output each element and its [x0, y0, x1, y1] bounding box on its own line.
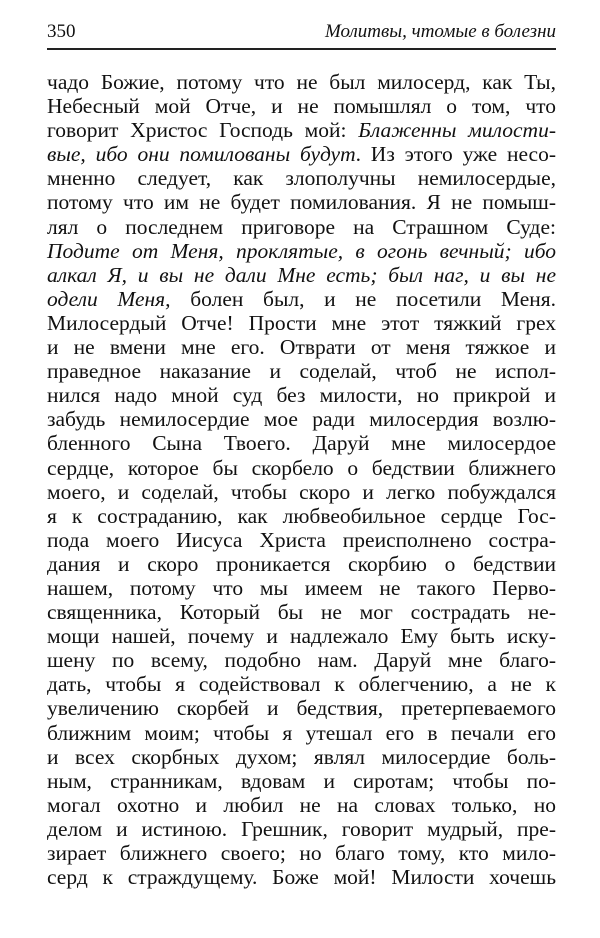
body-text-segment: чадо Божие, потому что не был милосерд, как Ты, [47, 70, 556, 94]
body-text-segment: ным, странникам, вдовам и сиротам; чтобы по- [47, 768, 556, 793]
text-line [47, 817, 556, 841]
body-text-segment: забудь немилосердие мое ради милосердия возлю- [47, 407, 556, 432]
text-line [47, 672, 556, 696]
text-line [47, 287, 556, 311]
text-line [47, 166, 556, 190]
body-text-segment: дать, чтобы я содействовал к облегчению, а не к [47, 672, 556, 697]
body-text-segment: увеличению скорбей и бедствия, претерпеваемого [47, 696, 556, 721]
text-line [47, 480, 556, 504]
text-line [47, 456, 556, 480]
italic-quote-text: Блаженны милости- [358, 118, 556, 143]
body-text-segment: серд к страждущему. Боже мой! Милости хочешь [47, 865, 556, 890]
text-line [47, 239, 556, 263]
body-text-segment: я к состраданию, как любвеобильное сердце Гос- [47, 503, 556, 528]
text-line [47, 721, 556, 745]
text-line [47, 311, 556, 335]
text-line [47, 383, 556, 407]
text-line [47, 600, 556, 624]
body-text-segment: и не вмени мне его. Отврати от меня тяжкое и [47, 335, 556, 360]
body-text-segment: дания и скоро проникается скорбию о бедствии [47, 551, 556, 576]
body-text-segment: . Из этого уже несо- [355, 142, 556, 167]
italic-quote-text: одели Меня, [47, 286, 171, 311]
body-text-segment: сердце, которое бы скорбело о бедствии ближнего [47, 455, 556, 480]
text-line [47, 576, 556, 600]
italic-quote-text: алкал Я, и вы не дали Мне есть; был наг, и вы не [47, 262, 556, 287]
text-line [47, 94, 556, 118]
text-line [47, 215, 556, 239]
text-line [47, 335, 556, 359]
text-line [47, 552, 556, 576]
text-line [47, 865, 556, 889]
body-text-segment: мощи нашей, почему и надлежало Ему быть иску- [47, 624, 556, 649]
text-line [47, 359, 556, 383]
body-text-segment: потому что им не будет помилования. Я не помыш- [47, 190, 556, 215]
text-line [47, 793, 556, 817]
body-text-segment: шену по всему, подобно нам. Даруй мне благо- [47, 648, 556, 673]
body-text-segment: пода моего Иисуса Христа преисполнено состра- [47, 527, 556, 552]
text-line [47, 648, 556, 672]
text-line [47, 769, 556, 793]
page-header [47, 20, 556, 44]
text-line [47, 190, 556, 214]
italic-quote-text: Подите от Меня, проклятые, в огонь вечный; ибо [47, 238, 556, 263]
body-text-segment: нился надо мной суд без милости, но прикрой и [47, 383, 556, 408]
text-line [47, 624, 556, 648]
text-line [47, 118, 556, 142]
body-text-segment: болен был, и не посетили Меня. [170, 286, 557, 311]
body-text-segment: бленного Сына Твоего. Даруй мне милосердое [47, 431, 556, 456]
text-line [47, 528, 556, 552]
text-line [47, 431, 556, 455]
text-line [47, 841, 556, 865]
body-text-segment: праведное наказание и соделай, чтоб не испол- [47, 359, 556, 384]
text-line [47, 504, 556, 528]
text-line [47, 70, 556, 94]
body-text-segment: говорит Христос Господь мой: [47, 118, 359, 143]
body-text-segment: нашем, потому что мы имеем не такого Перво- [47, 575, 556, 600]
header-rule [47, 48, 556, 50]
body-text [47, 70, 556, 889]
text-line [47, 407, 556, 431]
body-text-segment: ближним моим; чтобы я утешал его в печали его [47, 720, 556, 745]
body-text-segment: священника, Который бы не мог сострадать не- [47, 600, 556, 625]
page-number: 350 [47, 21, 76, 42]
body-text-segment: моего, и соделай, чтобы скоро и легко побуждался [47, 479, 556, 504]
body-text-segment: лял о последнем приговоре на Страшном Суде: [47, 214, 556, 239]
body-text-segment: могал охотно и любил не на словах только, но [47, 792, 556, 817]
text-line [47, 696, 556, 720]
running-title: Молитвы, чтомые в болезни [324, 21, 556, 42]
text-line [47, 263, 556, 287]
body-text-segment: Милосердый Отче! Прости мне этот тяжкий грех [47, 310, 556, 335]
body-text-segment: зирает ближнего своего; но благо тому, кто мило- [47, 841, 556, 865]
body-text-segment: и всех скорбных духом; являл милосердие боль- [47, 744, 556, 769]
italic-quote-text: вые, ибо они помилованы будут [47, 142, 356, 167]
body-text-segment: делом и истиною. Грешник, говорит мудрый, пре- [47, 816, 556, 841]
text-line [47, 142, 556, 166]
text-line [47, 745, 556, 769]
body-text-segment: мненно следует, как злополучны немилосердые, [47, 166, 556, 191]
body-text-segment: Небесный мой Отче, и не помышлял о том, что [47, 94, 556, 119]
